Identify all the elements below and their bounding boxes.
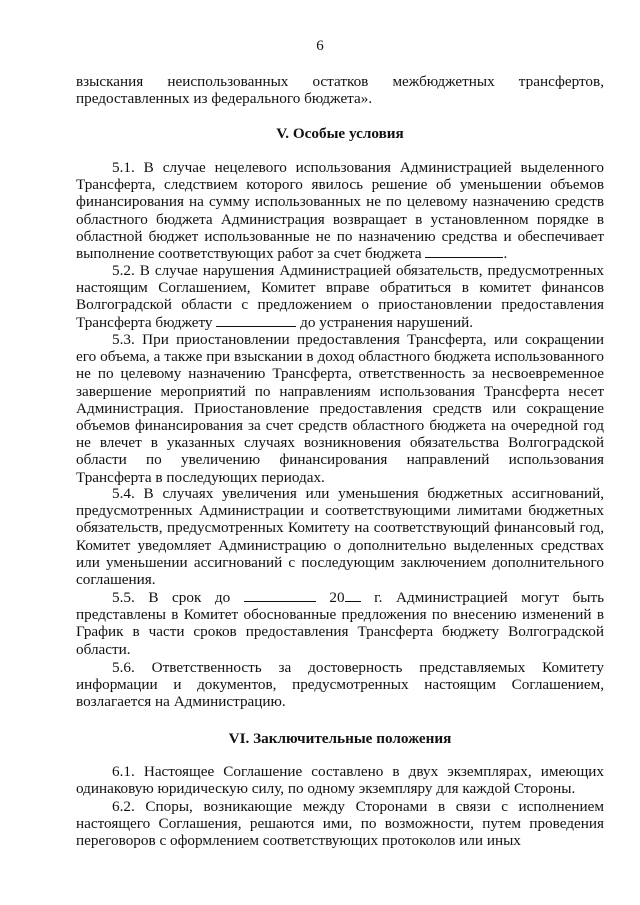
paragraph-5-2-end: до устранения нарушений. bbox=[300, 313, 474, 331]
blank-line bbox=[425, 245, 503, 258]
intro-paragraph: взыскания неиспользованных остатков межбюджетных трансфертов, предоставленных из федерального бюджета». bbox=[76, 73, 604, 108]
section-6-heading: VI. Заключительные положения bbox=[228, 730, 452, 747]
paragraph-5-2-text: 5.2. В случае нарушения Администрацией обязательств, предусмотренных настоящим Соглашением, Комитет вправе обратиться в комитет финансов Волгоградской области с предложением о приостановлении предоставления Трансферта бюджету bbox=[76, 262, 604, 331]
paragraph-5-1-end: . bbox=[503, 245, 508, 263]
paragraph-5-4: 5.4. В случаях увеличения или уменьшения бюджетных ассигнований, предусмотренных Администрации и соответствующими лимитами бюджетных обязательств, предусмотренных Комитету на соответствующий финансовый год, Комитет уведомляет Администрацию о дополнительно выделенных средствах или уменьшении ассигнований с последующим заключением дополнительного соглашения. bbox=[76, 485, 604, 589]
paragraph-5-5-year: 20 bbox=[329, 589, 345, 606]
blank-line bbox=[244, 589, 316, 602]
paragraph-5-2 bbox=[76, 262, 604, 331]
page-number: 6 bbox=[316, 38, 324, 54]
paragraph-5-3: 5.3. При приостановлении предоставления Трансферта, или сокращении его объема, а также при взыскании в доход областного бюджета использованного не по целевому назначению Трансферта, ответственность за несвоевременное завершение мероприятий по направлениям использования Трансферта несет Администрация. Приостановление предоставления средств или сокращение объемов финансирования за счет средств областного бюджета на очередной год не влечет в указанных случаях возникновения обязательства Волгоградской области по увеличению финансирования направлений использования Трансферта в последующих периодах. bbox=[76, 331, 604, 486]
paragraph-6-1: 6.1. Настоящее Соглашение составлено в двух экземплярах, имеющих одинаковую юридическую силу, по одному экземпляру для каждой Стороны. bbox=[76, 763, 604, 798]
paragraph-5-5-start: 5.5. В срок до bbox=[112, 589, 231, 606]
blank-line bbox=[216, 314, 296, 327]
paragraph-5-1 bbox=[76, 159, 604, 262]
paragraph-6-2: 6.2. Споры, возникающие между Сторонами в связи с исполнением настоящего Соглашения, решаются ими, по возможности, путем проведения переговоров с оформлением соответствующих протоколов или иных bbox=[76, 798, 604, 850]
paragraph-5-5-text: г. Администрацией могут быть представлены в Комитет обоснованные предложения по внесению изменений в График в части сроков предоставления Трансферта бюджету Волгоградской области. bbox=[76, 589, 605, 658]
paragraph-5-1-text: 5.1. В случае нецелевого использования Администрацией выделенного Трансферта, следствием которого явилось решение об уменьшении объемов финансирования на сумму использованных не по целевому назначению средств областного бюджета Администрация возвращает в установленном порядке в областной бюджет использованные не по назначению средства и обеспечивает выполнение соответствующих работ за счет бюджета bbox=[76, 159, 604, 263]
blank-line bbox=[345, 589, 361, 602]
paragraph-5-5 bbox=[76, 589, 604, 658]
paragraph-5-6: 5.6. Ответственность за достоверность представляемых Комитету информации и документов, предусмотренных настоящим Соглашением, возлагается на Администрацию. bbox=[76, 659, 604, 711]
section-5-heading: V. Особые условия bbox=[276, 125, 404, 142]
